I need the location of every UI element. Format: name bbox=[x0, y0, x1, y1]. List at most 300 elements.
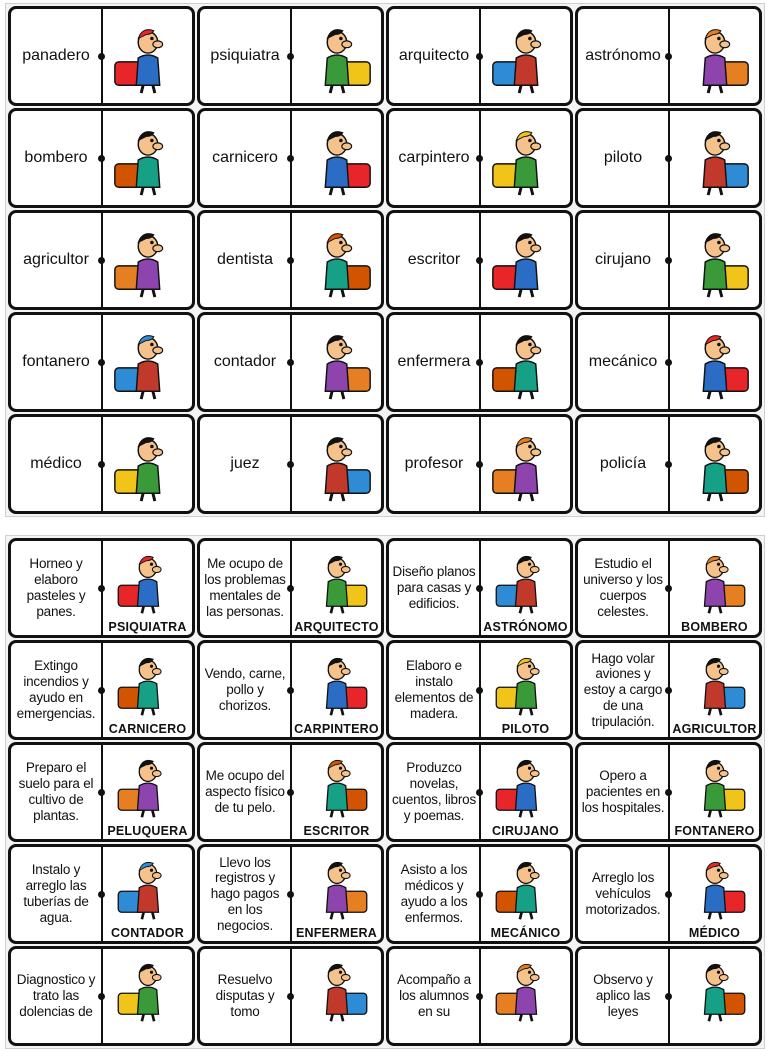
figure-leg bbox=[530, 606, 532, 613]
figure-leg bbox=[519, 85, 521, 93]
mechanic-with-car-illustration-svg bbox=[487, 851, 565, 921]
figure-body bbox=[514, 463, 537, 493]
figure-nose bbox=[152, 974, 161, 980]
figure-body bbox=[514, 361, 537, 391]
description-card[interactable] bbox=[386, 640, 573, 740]
carpenter-sawing-illustration bbox=[292, 111, 381, 205]
writer-at-desk-illustration-svg bbox=[298, 749, 376, 819]
figure-leg bbox=[331, 1014, 333, 1021]
figure-leg bbox=[519, 493, 521, 501]
figure-eye bbox=[339, 445, 343, 449]
figure-body bbox=[136, 259, 159, 289]
plumber-illustration-svg bbox=[676, 749, 754, 819]
figure-leg bbox=[342, 391, 344, 399]
surgeon-illustration-svg bbox=[487, 749, 565, 819]
figure-body bbox=[514, 259, 537, 289]
profession-card[interactable] bbox=[197, 210, 384, 310]
figure-eye bbox=[717, 869, 720, 872]
psychiatrist-on-couch-illustration-svg bbox=[109, 545, 187, 615]
figure-body bbox=[703, 361, 726, 391]
card-text-area bbox=[11, 111, 101, 205]
figure-body bbox=[327, 681, 348, 708]
card-description: Me ocupo de los problemas mentales de las personas. bbox=[204, 556, 286, 619]
figure-body bbox=[327, 579, 348, 606]
accountant-illustration-svg bbox=[109, 323, 187, 401]
figure-leg bbox=[708, 187, 710, 195]
psychiatrist-on-couch-illustration bbox=[103, 541, 192, 635]
figure-nose bbox=[153, 449, 163, 456]
figure-leg bbox=[142, 912, 144, 919]
figure-leg bbox=[719, 708, 721, 715]
figure-leg bbox=[142, 606, 144, 613]
card-text-area bbox=[389, 213, 479, 307]
card-text-area bbox=[200, 643, 290, 737]
figure-leg bbox=[141, 391, 143, 399]
card-text-area bbox=[200, 315, 290, 409]
card-text-area bbox=[389, 541, 479, 635]
nurse-illustration-svg bbox=[298, 323, 376, 401]
figure-leg bbox=[153, 391, 155, 399]
figure-eye bbox=[717, 563, 720, 566]
card-text-area bbox=[200, 949, 290, 1043]
figure-leg bbox=[520, 606, 522, 613]
card-text-area bbox=[200, 541, 290, 635]
firefighter-illustration-svg bbox=[676, 545, 754, 615]
card-profession-label: PELUQUERA bbox=[103, 824, 192, 838]
profession-card[interactable] bbox=[575, 6, 762, 106]
profession-card[interactable] bbox=[386, 414, 573, 514]
figure-nose bbox=[720, 143, 730, 150]
figure-leg bbox=[330, 85, 332, 93]
profession-card[interactable] bbox=[8, 414, 195, 514]
figure-eye bbox=[717, 767, 720, 770]
card-description: Diseño planos para casas y edificios. bbox=[392, 564, 476, 611]
card-word: bombero bbox=[24, 149, 88, 166]
figure-leg bbox=[720, 85, 722, 93]
teacher-at-chalkboard-illustration-svg bbox=[298, 425, 376, 503]
figure-leg bbox=[519, 289, 521, 297]
figure-eye bbox=[528, 563, 531, 566]
card-text-area bbox=[578, 949, 668, 1043]
description-card[interactable] bbox=[575, 640, 762, 740]
figure-leg bbox=[530, 912, 532, 919]
figure-leg bbox=[720, 493, 722, 501]
figure-nose bbox=[342, 143, 352, 150]
description-card[interactable] bbox=[197, 742, 384, 842]
figure-nose bbox=[341, 974, 350, 980]
card-text-area bbox=[389, 315, 479, 409]
figure-leg bbox=[719, 912, 721, 919]
figure-body bbox=[516, 681, 537, 708]
figure-leg bbox=[708, 289, 710, 297]
description-card[interactable] bbox=[575, 844, 762, 944]
surgeon-illustration-svg bbox=[487, 221, 565, 299]
baker-chef-illustration bbox=[670, 417, 759, 511]
figure-eye bbox=[339, 665, 342, 668]
figure-body bbox=[705, 783, 726, 810]
card-text-area bbox=[11, 315, 101, 409]
architect-with-blueprint-illustration-svg bbox=[298, 17, 376, 95]
figure-eye bbox=[339, 241, 343, 245]
figure-leg bbox=[153, 85, 155, 93]
card-description: Preparo el suelo para el cultivo de plantas. bbox=[18, 760, 94, 823]
figure-leg bbox=[342, 85, 344, 93]
description-card[interactable] bbox=[575, 538, 762, 638]
butcher-illustration bbox=[103, 643, 192, 737]
card-text-area bbox=[200, 745, 290, 839]
figure-nose bbox=[530, 770, 539, 776]
accountant-illustration bbox=[103, 847, 192, 941]
mechanic-with-car-illustration bbox=[481, 315, 570, 409]
figure-leg bbox=[331, 810, 333, 817]
card-word: mecánico bbox=[588, 353, 658, 370]
profession-card[interactable] bbox=[197, 414, 384, 514]
figure-eye bbox=[717, 971, 720, 974]
figure-body bbox=[327, 885, 348, 912]
figure-nose bbox=[531, 245, 541, 252]
architect-with-blueprint-illustration bbox=[292, 9, 381, 103]
card-text-area bbox=[578, 213, 668, 307]
card-word: arquitecto bbox=[398, 47, 470, 64]
card-profession-label: CARNICERO bbox=[103, 722, 192, 736]
figure-nose bbox=[530, 974, 539, 980]
figure-nose bbox=[530, 872, 539, 878]
profession-card[interactable] bbox=[575, 312, 762, 412]
figure-leg bbox=[719, 1014, 721, 1021]
description-card[interactable] bbox=[575, 742, 762, 842]
figure-nose bbox=[531, 143, 541, 150]
figure-eye bbox=[150, 767, 153, 770]
profession-card[interactable] bbox=[8, 312, 195, 412]
figure-leg bbox=[720, 391, 722, 399]
description-card[interactable] bbox=[575, 946, 762, 1046]
profession-card[interactable] bbox=[575, 414, 762, 514]
hairdresser-illustration-svg bbox=[109, 749, 187, 819]
figure-body bbox=[138, 987, 159, 1014]
figure-leg bbox=[709, 606, 711, 613]
card-description: Extingo incendios y ayudo en emergencias. bbox=[16, 658, 96, 721]
mechanic-with-car-illustration bbox=[481, 847, 570, 941]
figure-nose bbox=[152, 872, 161, 878]
figure-leg bbox=[142, 810, 144, 817]
card-profession-label: PSIQUIATRA bbox=[103, 620, 192, 634]
figure-nose bbox=[153, 245, 163, 252]
figure-leg bbox=[531, 391, 533, 399]
figure-leg bbox=[719, 606, 721, 613]
profession-card[interactable] bbox=[575, 210, 762, 310]
card-text-area bbox=[200, 111, 290, 205]
police-officer-illustration-svg bbox=[487, 425, 565, 503]
top-grid bbox=[6, 4, 764, 516]
card-text-area bbox=[11, 643, 101, 737]
card-word: escritor bbox=[407, 251, 461, 268]
description-card[interactable] bbox=[8, 946, 195, 1046]
card-description: Horneo y elaboro pasteles y panes. bbox=[26, 556, 86, 619]
card-word: enfermera bbox=[397, 353, 471, 370]
figure-body bbox=[705, 885, 726, 912]
card-word: astrónomo bbox=[585, 47, 661, 64]
card-text-area bbox=[389, 417, 479, 511]
figure-eye bbox=[150, 665, 153, 668]
figure-eye bbox=[528, 445, 532, 449]
surgeon-illustration bbox=[481, 745, 570, 839]
card-profession-label: ENFERMERA bbox=[292, 926, 381, 940]
figure-nose bbox=[153, 143, 163, 150]
figure-nose bbox=[720, 347, 730, 354]
figure-leg bbox=[331, 606, 333, 613]
card-text-area bbox=[389, 111, 479, 205]
figure-leg bbox=[152, 1014, 154, 1021]
card-description: Opero a pacientes en los hospitales. bbox=[581, 768, 665, 815]
description-card[interactable] bbox=[8, 742, 195, 842]
doctor-illustration bbox=[670, 315, 759, 409]
figure-leg bbox=[342, 187, 344, 195]
judge-at-bench-illustration-svg bbox=[109, 425, 187, 503]
card-description: Diagnostico y trato las dolencias de bbox=[16, 972, 96, 1019]
figure-leg bbox=[709, 708, 711, 715]
card-word: juez bbox=[230, 455, 260, 472]
card-word: panadero bbox=[22, 47, 90, 64]
card-profession-label: ARQUITECTO bbox=[292, 620, 381, 634]
figure-leg bbox=[152, 810, 154, 817]
card-word: cirujano bbox=[594, 251, 652, 268]
description-card[interactable] bbox=[386, 538, 573, 638]
judge-at-bench-illustration-svg bbox=[109, 953, 187, 1023]
description-card[interactable] bbox=[386, 742, 573, 842]
description-card[interactable] bbox=[197, 844, 384, 944]
figure-nose bbox=[342, 347, 352, 354]
card-word: piloto bbox=[603, 149, 643, 166]
doctor-illustration-svg bbox=[676, 851, 754, 921]
figure-nose bbox=[719, 566, 728, 572]
figure-leg bbox=[531, 85, 533, 93]
figure-eye bbox=[528, 869, 531, 872]
figure-eye bbox=[717, 445, 721, 449]
figure-leg bbox=[519, 391, 521, 399]
figure-body bbox=[136, 55, 159, 85]
bottom-grid bbox=[6, 536, 764, 1048]
card-description: Arreglo los vehículos motorizados. bbox=[585, 870, 661, 917]
dentist-with-patient-illustration-svg bbox=[109, 221, 187, 299]
card-profession-label: CONTADOR bbox=[103, 926, 192, 940]
card-description: Hago volar aviones y estoy a cargo de una tripulación. bbox=[583, 650, 663, 729]
figure-eye bbox=[528, 139, 532, 143]
figure-nose bbox=[720, 449, 730, 456]
profession-card[interactable] bbox=[386, 312, 573, 412]
psychiatrist-on-couch-illustration bbox=[103, 9, 192, 103]
figure-nose bbox=[719, 770, 728, 776]
surgeon-illustration bbox=[481, 213, 570, 307]
card-word: agricultor bbox=[23, 251, 89, 268]
card-text-area bbox=[389, 745, 479, 839]
description-card[interactable] bbox=[197, 538, 384, 638]
card-profession-label: MÉDICO bbox=[670, 926, 759, 940]
figure-leg bbox=[531, 493, 533, 501]
description-card[interactable] bbox=[8, 640, 195, 740]
figure-body bbox=[325, 157, 348, 187]
figure-leg bbox=[708, 493, 710, 501]
figure-body bbox=[703, 55, 726, 85]
figure-body bbox=[327, 783, 348, 810]
writer-at-desk-illustration bbox=[292, 213, 381, 307]
figure-eye bbox=[528, 971, 531, 974]
figure-eye bbox=[528, 767, 531, 770]
figure-body bbox=[514, 55, 537, 85]
card-description: Elaboro e instalo elementos de madera. bbox=[394, 658, 474, 721]
figure-nose bbox=[531, 41, 541, 48]
writer-at-desk-illustration bbox=[292, 745, 381, 839]
figure-nose bbox=[342, 449, 352, 456]
figure-body bbox=[516, 885, 537, 912]
profession-card[interactable] bbox=[575, 108, 762, 208]
police-officer-illustration bbox=[481, 949, 570, 1043]
baker-chef-illustration-svg bbox=[676, 953, 754, 1023]
figure-body bbox=[516, 987, 537, 1014]
card-text-area bbox=[11, 417, 101, 511]
card-word: psiquiatra bbox=[210, 47, 280, 64]
figure-leg bbox=[152, 708, 154, 715]
card-text-area bbox=[578, 315, 668, 409]
hairdresser-illustration bbox=[103, 745, 192, 839]
figure-eye bbox=[150, 343, 154, 347]
dentist-with-patient-illustration bbox=[103, 213, 192, 307]
profession-card[interactable] bbox=[8, 6, 195, 106]
card-word: profesor bbox=[404, 455, 464, 472]
card-text-area bbox=[389, 9, 479, 103]
card-word: fontanero bbox=[22, 353, 90, 370]
figure-nose bbox=[530, 668, 539, 674]
carpenter-sawing-illustration-svg bbox=[298, 647, 376, 717]
figure-nose bbox=[341, 668, 350, 674]
profession-card[interactable] bbox=[197, 108, 384, 208]
figure-body bbox=[138, 681, 159, 708]
description-card[interactable] bbox=[386, 946, 573, 1046]
card-description: Asisto a los médicos y ayudo a los enfermos. bbox=[400, 862, 468, 925]
figure-leg bbox=[520, 810, 522, 817]
figure-leg bbox=[530, 810, 532, 817]
card-description: Llevo los registros y hago pagos en los negocios. bbox=[210, 854, 280, 933]
butcher-illustration bbox=[103, 111, 192, 205]
figure-leg bbox=[341, 1014, 343, 1021]
card-text-area bbox=[389, 643, 479, 737]
profession-card[interactable] bbox=[386, 108, 573, 208]
card-description: Vendo, carne, pollo y chorizos. bbox=[204, 666, 286, 713]
card-profession-label: FONTANERO bbox=[670, 824, 759, 838]
figure-eye bbox=[339, 869, 342, 872]
pilot-in-plane-illustration bbox=[481, 643, 570, 737]
figure-leg bbox=[331, 708, 333, 715]
figure-nose bbox=[153, 347, 163, 354]
figure-leg bbox=[153, 289, 155, 297]
card-word: dentista bbox=[216, 251, 274, 268]
farmer-with-pitchfork-illustration bbox=[670, 111, 759, 205]
figure-leg bbox=[330, 187, 332, 195]
card-text-area bbox=[389, 949, 479, 1043]
firefighter-illustration bbox=[670, 541, 759, 635]
figure-nose bbox=[152, 668, 161, 674]
figure-body bbox=[705, 987, 726, 1014]
figure-nose bbox=[720, 41, 730, 48]
figure-eye bbox=[528, 665, 531, 668]
figure-leg bbox=[342, 289, 344, 297]
figure-body bbox=[138, 579, 159, 606]
card-word: policía bbox=[599, 455, 647, 472]
figure-leg bbox=[341, 810, 343, 817]
profession-card[interactable] bbox=[386, 6, 573, 106]
carpenter-sawing-illustration bbox=[292, 643, 381, 737]
figure-leg bbox=[330, 493, 332, 501]
accountant-illustration-svg bbox=[109, 851, 187, 921]
figure-leg bbox=[141, 493, 143, 501]
figure-body bbox=[325, 463, 348, 493]
figure-body bbox=[138, 783, 159, 810]
teacher-at-chalkboard-illustration-svg bbox=[298, 953, 376, 1023]
figure-eye bbox=[150, 563, 153, 566]
profession-card[interactable] bbox=[386, 210, 573, 310]
figure-leg bbox=[330, 289, 332, 297]
astronomer-with-telescope-illustration-svg bbox=[487, 545, 565, 615]
teacher-at-chalkboard-illustration bbox=[292, 417, 381, 511]
top-domino-grid bbox=[5, 3, 765, 517]
figure-eye bbox=[339, 563, 342, 566]
figure-leg bbox=[142, 708, 144, 715]
card-text-area bbox=[200, 213, 290, 307]
card-text-area bbox=[11, 847, 101, 941]
description-card[interactable] bbox=[197, 946, 384, 1046]
judge-at-bench-illustration bbox=[103, 417, 192, 511]
nurse-illustration-svg bbox=[298, 851, 376, 921]
figure-leg bbox=[720, 187, 722, 195]
profession-card[interactable] bbox=[197, 6, 384, 106]
card-profession-label: CIRUJANO bbox=[481, 824, 570, 838]
card-description: Observo y aplico las leyes bbox=[593, 972, 653, 1019]
profession-card[interactable] bbox=[8, 210, 195, 310]
figure-eye bbox=[339, 343, 343, 347]
figure-nose bbox=[531, 347, 541, 354]
description-card[interactable] bbox=[8, 844, 195, 944]
bottom-domino-grid bbox=[5, 535, 765, 1049]
plumber-illustration bbox=[670, 213, 759, 307]
figure-eye bbox=[150, 971, 153, 974]
description-card[interactable] bbox=[386, 844, 573, 944]
figure-leg bbox=[530, 1014, 532, 1021]
figure-leg bbox=[142, 1014, 144, 1021]
figure-leg bbox=[708, 391, 710, 399]
figure-eye bbox=[528, 241, 532, 245]
figure-leg bbox=[153, 187, 155, 195]
figure-body bbox=[136, 157, 159, 187]
card-description: Me ocupo del aspecto físico de tu pelo. bbox=[205, 768, 285, 815]
description-card[interactable] bbox=[8, 538, 195, 638]
figure-eye bbox=[528, 37, 532, 41]
card-text-area bbox=[578, 847, 668, 941]
figure-nose bbox=[530, 566, 539, 572]
profession-card[interactable] bbox=[197, 312, 384, 412]
figure-leg bbox=[709, 1014, 711, 1021]
description-card[interactable] bbox=[197, 640, 384, 740]
figure-leg bbox=[709, 810, 711, 817]
figure-leg bbox=[531, 289, 533, 297]
astronomer-with-telescope-illustration bbox=[481, 9, 570, 103]
card-text-area bbox=[578, 643, 668, 737]
figure-body bbox=[703, 259, 726, 289]
figure-leg bbox=[141, 187, 143, 195]
figure-nose bbox=[719, 974, 728, 980]
figure-eye bbox=[717, 241, 721, 245]
figure-eye bbox=[339, 37, 343, 41]
profession-card[interactable] bbox=[8, 108, 195, 208]
firefighter-illustration-svg bbox=[676, 17, 754, 95]
